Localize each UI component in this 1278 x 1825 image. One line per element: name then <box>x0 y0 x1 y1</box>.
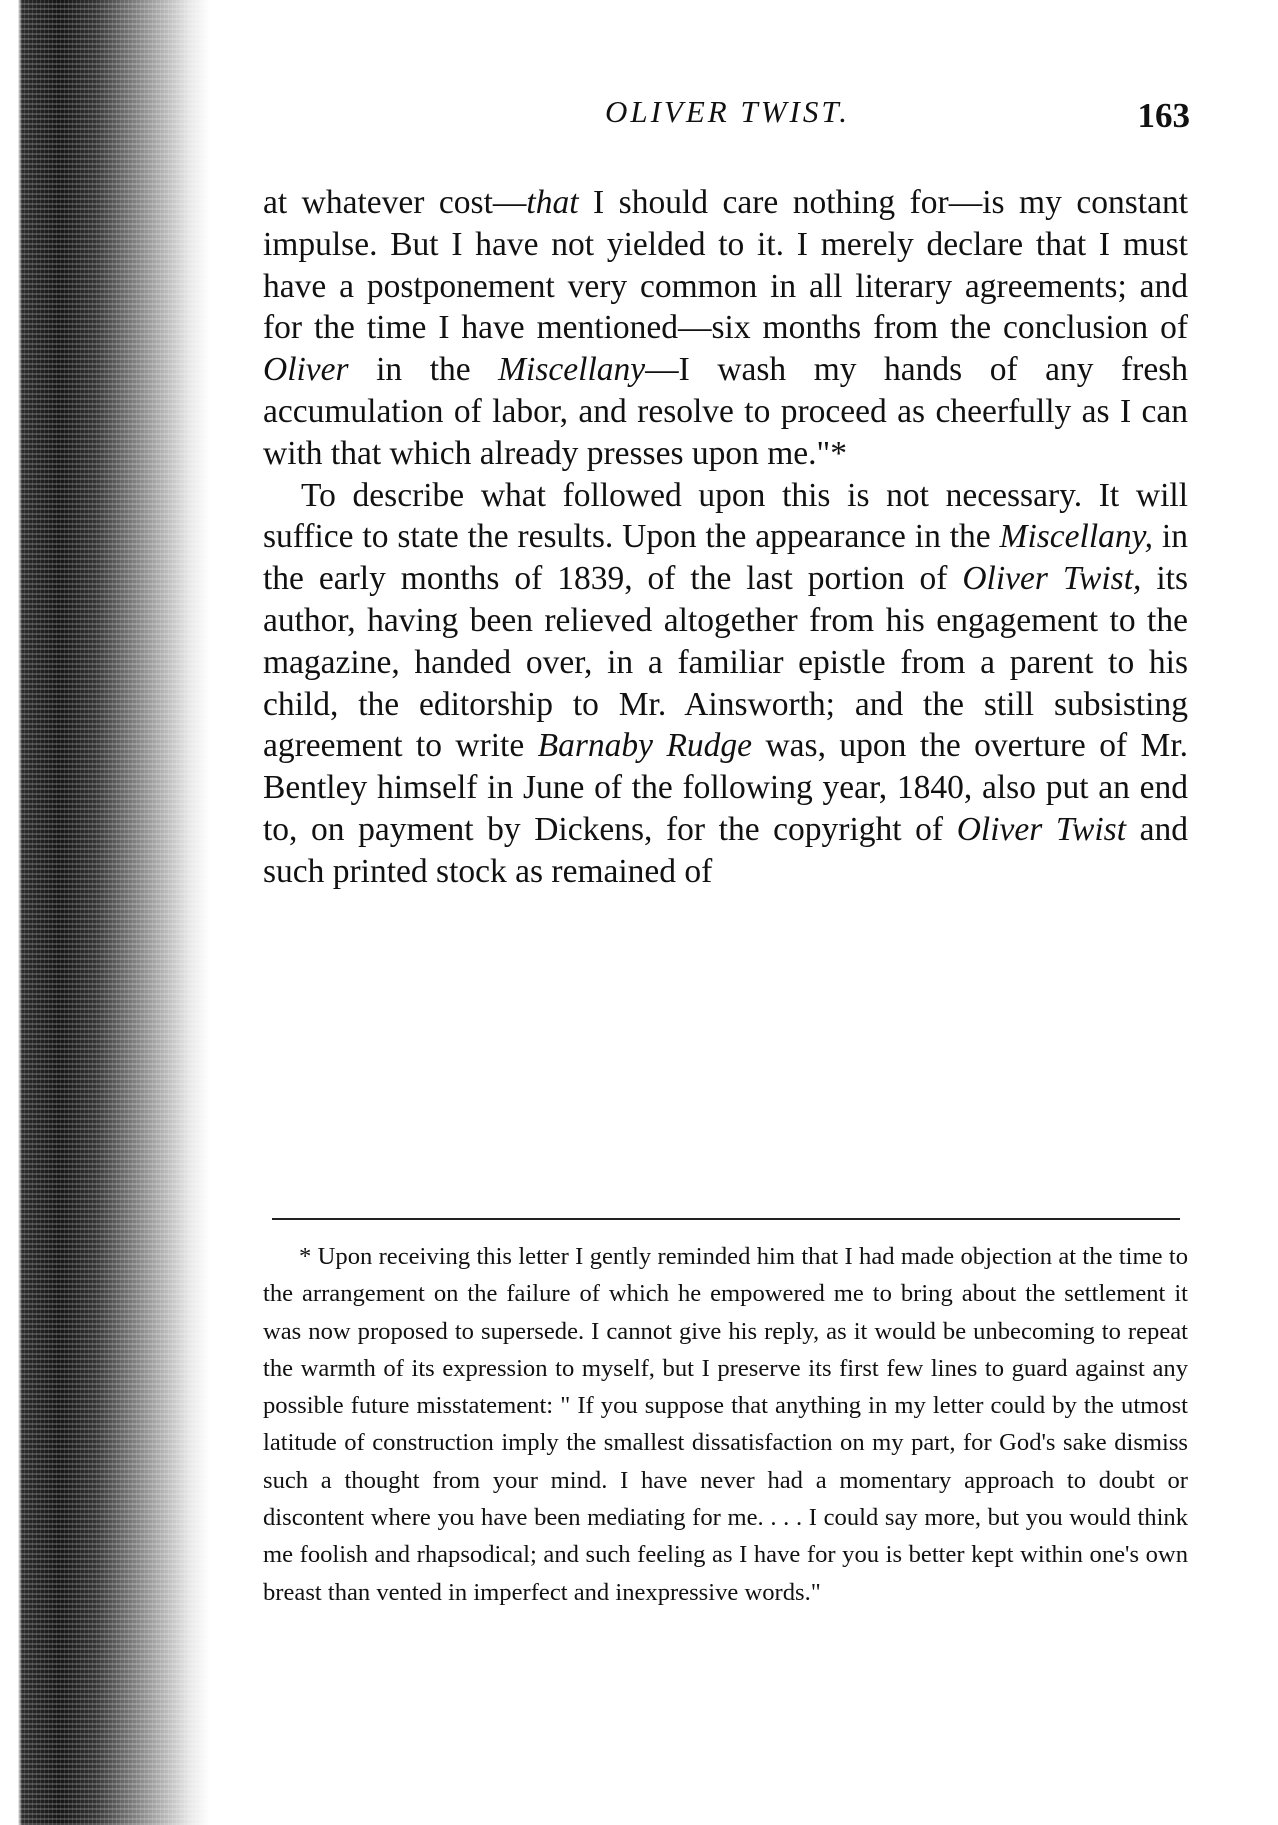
paragraph-1: at whatever cost—that I should care nothing for—is my constant impulse. But I have not yielded to it. I merely declare that I must have a postponement very common in all literary agreements; and for the time I have mentioned—six months from the conclusion of Oliver in the Miscellany—I wash my hands of any fresh accumulation of labor, and resolve to proceed as cheerfully as I can with that which already presses upon me."* <box>263 184 1188 472</box>
paragraph-2: To describe what followed upon this is not necessary. It will suffice to state the results. Upon the appearance in the Miscellany, in the early months of 1839, of the last portion of Oliver Twist, its author, having been relieved altogether from his engagement to the magazine, handed over, in a familiar epistle from a parent to his child, the editorship to Mr. Ainsworth; and the still subsisting agreement to write Barnaby Rudge was, upon the overture of Mr. Bentley himself in June of the following year, 1840, also put an end to, on payment by Dickens, for the copyright of Oliver Twist and such printed stock as remained of <box>263 476 1189 890</box>
footnote-divider <box>272 1218 1180 1220</box>
running-title: OLIVER TWIST. <box>604 94 851 129</box>
main-text <box>263 182 1188 893</box>
binding-shadow-texture <box>0 0 210 1825</box>
footnote-text: * Upon receiving this letter I gently reminded him that I had made objection at the time to the arrangement on the failure of which he empowered me to bring about the settlement it was now proposed to supersede. I cannot give his reply, as it would be unbecoming to repeat the warmth of its expression to myself, but I preserve its first few lines to guard against any possible future misstatement: " If you suppose that anything in my letter could by the utmost latitude of construction imply the smallest dissatisfaction on my part, for God's sake dismiss such a thought from your mind. I have never had a momentary approach to doubt or discontent where you have been mediating for me. . . . I could say more, but you would think me foolish and rhapsodical; and such feeling as I have for you is better kept within one's own breast than vented in imperfect and inexpressive words." <box>263 1243 1188 1606</box>
footnote <box>263 1238 1188 1611</box>
page-number: 163 <box>1137 96 1190 135</box>
page-header <box>265 94 1190 144</box>
